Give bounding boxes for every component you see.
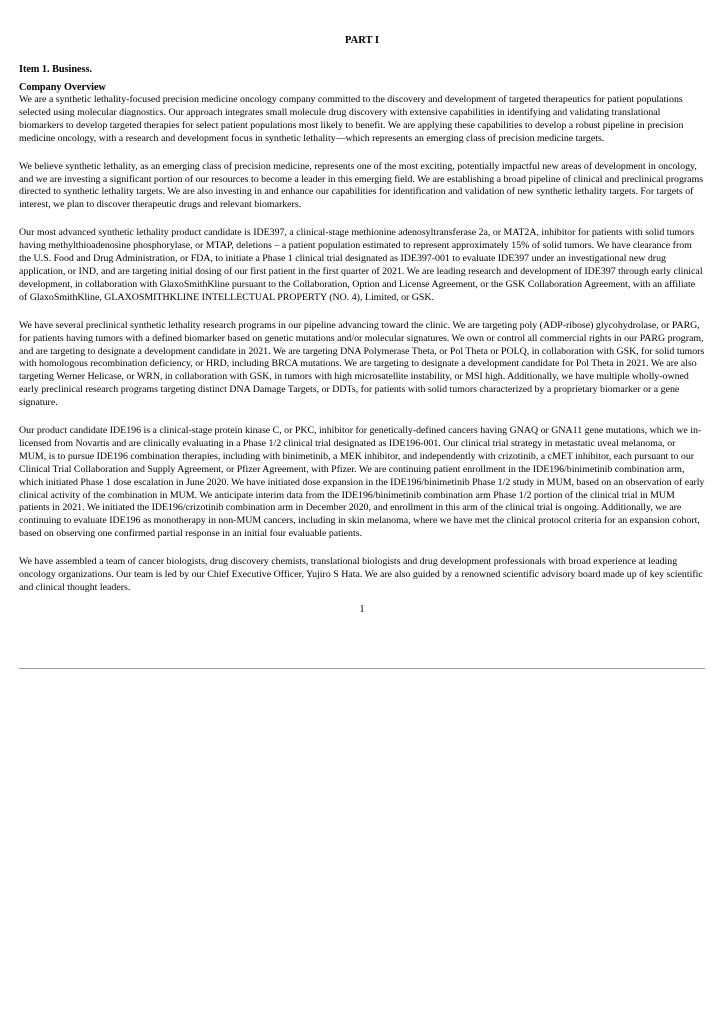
page-number: 1 bbox=[359, 603, 365, 615]
paragraph-preclinical-programs: We have several preclinical synthetic lethality research programs in our pipeline advancing toward the clinic. We are targeting poly (ADP-ribose) glycohydrolase, or PARG, for patients having tumors with a defined biomarker based on genetic mutations and/or molecular signatures. We own or control all commercial rights in our PARG program, and are targeting to designate a development candidate in 2021. We are targeting DNA Polymerase Theta, or Pol Theta or POLQ, in collaboration with GSK, for solid tumors with homologous recombination deficiency, or HRD, including BRCA mutations. We are targeting to designate a development candidate for Pol Theta in 2021. We are also targeting Werner Helicase, or WRN, in collaboration with GSK, in tumors with high microsatellite instability, or MSI high. Additionally, we have multiple wholly-owned early preclinical research programs targeting distinct DNA Damage Targets, or DDTs, for patients with solid tumors characterized by a proprietary biomarker or a gene signature. bbox=[19, 319, 705, 409]
part-heading: PART I bbox=[345, 35, 379, 46]
section-heading: Company Overview bbox=[19, 82, 106, 93]
paragraph-company-overview: We are a synthetic lethality-focused precision medicine oncology company committed to the discovery and development of targeted therapeutics for patient populations selected using molecular diagnostics. Our approach integrates small molecule drug discovery with extensive capabilities in identifying and validating translational biomarkers to develop targeted therapies for select patient populations most likely to benefit. We are applying these capabilities to develop a robust pipeline in precision medicine oncology, with a research and development focus in synthetic lethality—which represents an emerging class of precision medicine targets. bbox=[19, 94, 684, 144]
item-heading: Item 1. Business. bbox=[19, 64, 93, 75]
paragraph-team: We have assembled a team of cancer biologists, drug discovery chemists, translational biologists and drug development professionals with broad experience at leading oncology organizations. Our team is led by our Chief Executive Officer, Yujiro S Hata. We are also guided by a renowned scientific advisory board made up of key scientific and clinical thought leaders. bbox=[19, 556, 703, 593]
paragraph-ide196: Our product candidate IDE196 is a clinical-stage protein kinase C, or PKC, inhibitor for genetically-defined cancers having GNAQ or GNA11 gene mutations, which we in-licensed from Novartis and are clinically evaluating in a Phase 1/2 clinical trial designated as IDE196-001. Our clinical trial strategy in metastatic uveal melanoma, or MUM, is to pursue IDE196 combination therapies, including with binimetinib, a MEK inhibitor, and independently with crizotinib, a cMET inhibitor, each pursuant to our Clinical Trial Collaboration and Supply Agreement, or Pfizer Agreement, with Pfizer. We are continuing patient enrollment in the IDE196/binimetinib combination arm, which initiated Phase 1 dose escalation in June 2020. We have initiated dose expansion in the IDE196/binimetinib Phase 1/2 study in MUM, based on an observation of early clinical activity of the combination in MUM. We anticipate interim data from the IDE196/binimetinib combination arm Phase 1/2 portion of the clinical trial in MUM patients in 2021. We initiated the IDE196/crizotinib combination arm in December 2020, and enrollment in this arm of the clinical trial is ongoing. Additionally, we are continuing to evaluate IDE196 as monotherapy in non-MUM cancers, including in skin melanoma, where we have met the clinical protocol criteria for an expansion cohort, based on observing one confirmed partial response in an initial four evaluable patients. bbox=[19, 425, 705, 540]
paragraph-ide397: Our most advanced synthetic lethality product candidate is IDE397, a clinical-stage methionine adenosyltransferase 2a, or MAT2A, inhibitor for patients with solid tumors having methylthioadenosine phosphorylase, or MTAP, deletions – a patient population estimated to represent approximately 15% of solid tumors. We have clearance from the U.S. Food and Drug Administration, or FDA, to initiate a Phase 1 clinical trial designated as IDE397-001 to evaluate IDE397 under an investigational new drug application, or IND, and are targeting initial dosing of our first patient in the first quarter of 2021. We are leading research and development of IDE397 through early clinical development, in collaboration with GlaxoSmithKline pursuant to the Collaboration, Option and License Agreement, or the GSK Collaboration Agreement, with an affiliate of GlaxoSmithKline, GLAXOSMITHKLINE INTELLECTUAL PROPERTY (NO. 4), Limited, or GSK. bbox=[19, 227, 703, 303]
paragraph-synthetic-lethality: We believe synthetic lethality, as an emerging class of precision medicine, represents one of the most exciting, potentially impactful new areas of development in oncology, and we are investing a significant portion of our resources to become a leader in this emerging field. We are establishing a broad pipeline of clinical and preclinical programs directed to synthetic lethality targets. We are also investing in and enhance our capabilities for identification and validation of new synthetic lethality targets. For targets of interest, we plan to discover therapeutic drugs and relevant biomarkers. bbox=[19, 160, 704, 211]
page-divider bbox=[19, 668, 705, 669]
document-page bbox=[19, 34, 705, 616]
